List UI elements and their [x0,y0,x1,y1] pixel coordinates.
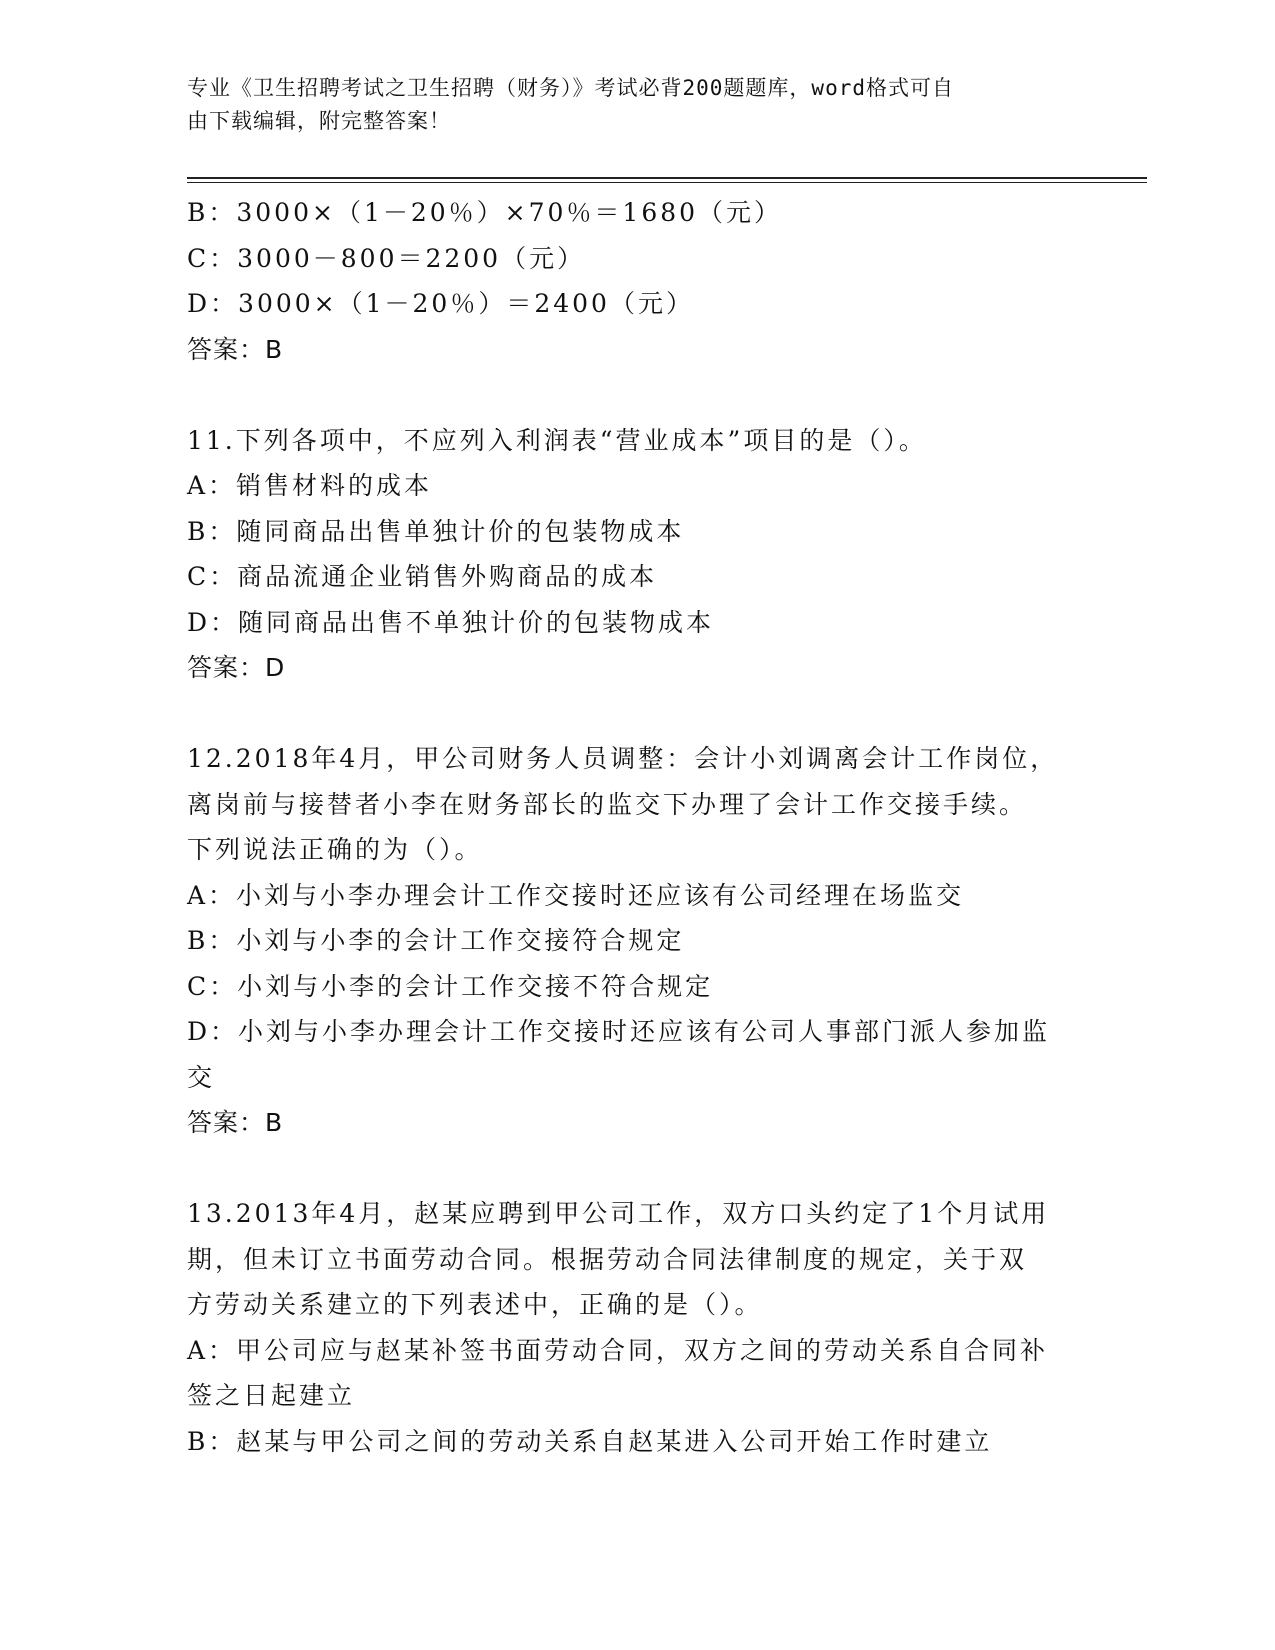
document-header [187,72,1087,138]
q11-stem: 11.下列各项中，不应列入利润表“营业成本”项目的是（）。 [187,425,927,455]
q11-option-d: D：随同商品出售不单独计价的包装物成本 [187,607,715,637]
q13-stem-line-3: 方劳动关系建立的下列表述中，正确的是（）。 [187,1290,763,1319]
q12-option-d-line-2: 交 [187,1062,216,1092]
q11-option-a: A：销售材料的成本 [187,471,433,500]
q13-option-a-line-2: 签之日起建立 [187,1381,356,1410]
q13-option-a-line-1: A：甲公司应与赵某补签书面劳动合同，双方之间的劳动关系自合同补 [187,1335,1049,1365]
q13-stem-line-2: 期，但未订立书面劳动合同。根据劳动合同法律制度的规定，关于双 [187,1244,1028,1274]
spacer [187,1146,1087,1192]
q12-option-a: A：小刘与小李办理会计工作交接时还应该有公司经理在场监交 [187,880,965,910]
q12-option-b: B：小刘与小李的会计工作交接符合规定 [187,926,685,955]
q11-answer: 答案：D [187,653,286,682]
document-body [187,190,1087,1464]
header-line-1: 专业《卫生招聘考试之卫生招聘（财务）》考试必背200题题库，word格式可自 [187,76,954,100]
spacer [187,372,1087,418]
q12-stem-line-2: 离岗前与接替者小李在财务部长的监交下办理了会计工作交接手续。 [187,789,1028,819]
q13-option-b: B：赵某与甲公司之间的劳动关系自赵某进入公司开始工作时建立 [187,1426,993,1456]
q11-option-b: B：随同商品出售单独计价的包装物成本 [187,516,685,546]
question-12 [187,736,1087,1146]
question-13 [187,1191,1087,1464]
q10-option-d: D：3000×（1－20％）＝2400（元） [187,289,694,318]
q10-option-b: B：3000×（1－20％）×70％＝1680（元） [187,198,783,227]
spacer [187,691,1087,737]
q12-option-d-line-1: D：小刘与小李办理会计工作交接时还应该有公司人事部门派人参加监 [187,1017,1051,1046]
q13-stem-line-1: 13.2013年4月，赵某应聘到甲公司工作，双方口头约定了1个月试用 [187,1199,1050,1228]
question-11 [187,418,1087,691]
q10-option-c: C：3000－800＝2200（元） [187,243,586,273]
header-line-2: 由下载编辑，附完整答案！ [187,109,451,133]
q10-answer: 答案：B [187,334,284,364]
q12-answer: 答案：B [187,1108,284,1137]
q12-option-c: C：小刘与小李的会计工作交接不符合规定 [187,971,714,1001]
header-rule-thick [187,177,1147,179]
q12-stem-line-3: 下列说法正确的为（）。 [187,835,483,864]
question-10-tail [187,190,1087,372]
q11-option-c: C：商品流通企业销售外购商品的成本 [187,562,658,591]
q12-stem-line-1: 12.2018年4月，甲公司财务人员调整：会计小刘调离会计工作岗位， [187,744,1059,773]
header-rule-thin [187,182,1147,183]
